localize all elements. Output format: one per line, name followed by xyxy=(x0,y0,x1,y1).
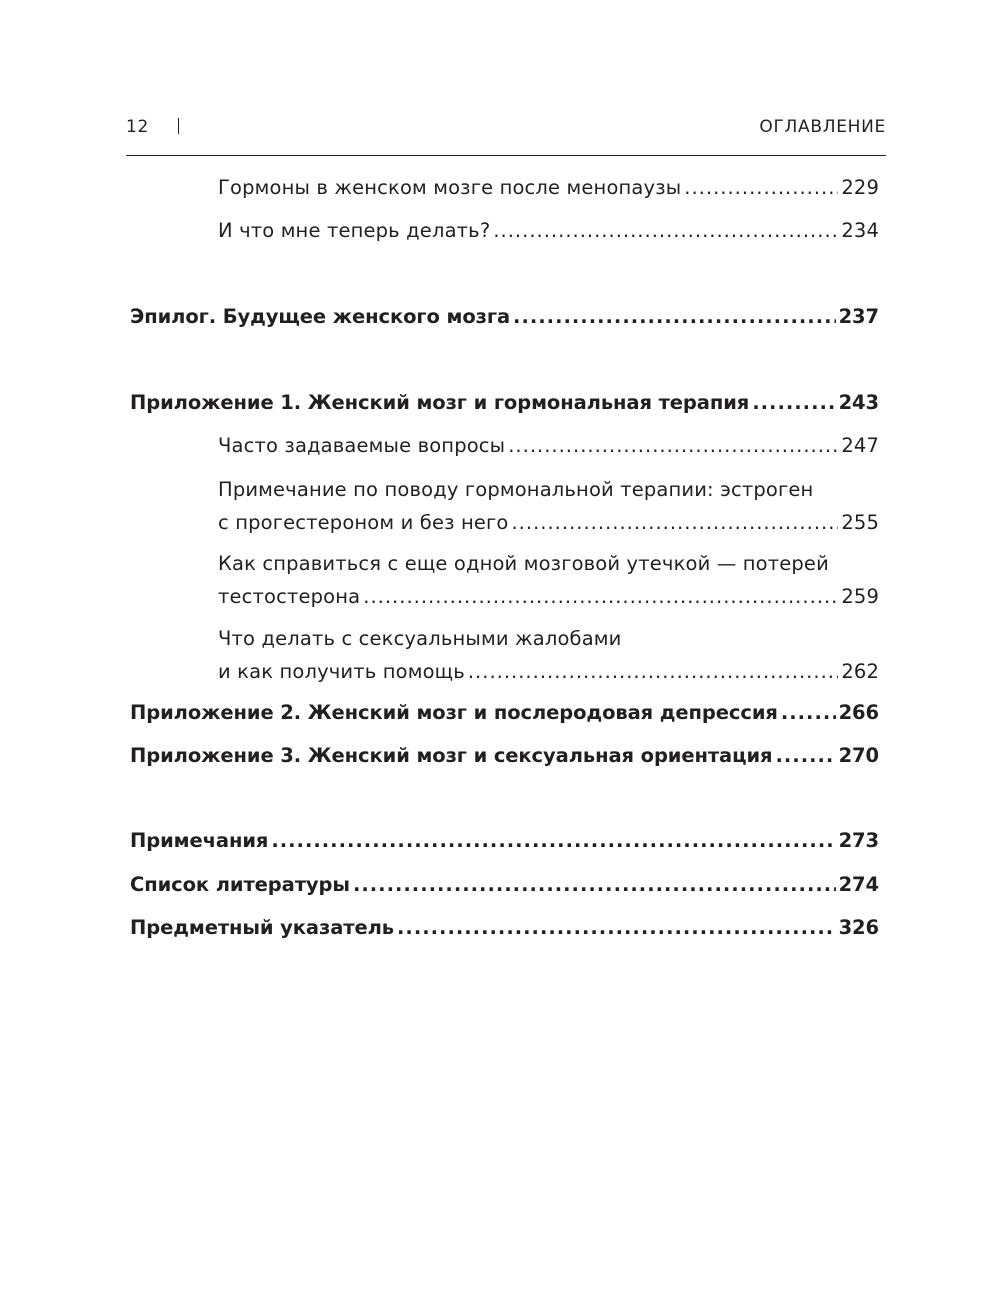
header-separator xyxy=(178,118,179,134)
toc-entry-title: Предметный указатель xyxy=(130,916,395,939)
running-title: ОГЛАВЛЕНИЕ xyxy=(759,117,886,137)
toc-entry[interactable] xyxy=(130,868,879,901)
leader-dots xyxy=(493,214,838,247)
toc-entry[interactable] xyxy=(130,300,879,333)
toc-entry-page: 247 xyxy=(841,434,879,457)
toc-entry-page: 234 xyxy=(841,219,879,242)
toc-entry[interactable] xyxy=(130,911,879,944)
toc-entry-title: И что мне теперь делать? xyxy=(218,219,491,242)
toc-entry[interactable] xyxy=(130,386,879,419)
toc-entry-title: Приложение 3. Женский мозг и сексуальная ориентация xyxy=(130,744,773,767)
toc-entry-title: тестостерона xyxy=(218,585,361,608)
leader-dots xyxy=(752,386,835,419)
toc-entry[interactable] xyxy=(130,739,879,772)
leader-dots xyxy=(775,739,835,772)
toc-entry-title: Приложение 2. Женский мозг и послеродовая депрессия xyxy=(130,701,778,724)
toc-entry[interactable] xyxy=(130,696,879,729)
toc-entry-title: Приложение 1. Женский мозг и гормональная терапия xyxy=(130,391,750,414)
toc-entry-title-line1: Примечание по поводу гормональной терапии: эстроген xyxy=(218,478,814,501)
toc-entry[interactable] xyxy=(218,473,879,539)
toc-entry-page: 243 xyxy=(838,391,879,414)
toc-entry-title: Список литературы xyxy=(130,873,350,896)
toc-entry-page: 270 xyxy=(838,744,879,767)
leader-dots xyxy=(508,429,838,462)
leader-dots xyxy=(781,696,836,729)
page-number: 12 xyxy=(126,117,150,137)
leader-dots xyxy=(468,655,838,688)
toc-entry[interactable] xyxy=(218,622,879,688)
leader-dots xyxy=(684,171,838,204)
toc-entry-title: и как получить помощь xyxy=(218,660,465,683)
toc-entry-page: 274 xyxy=(838,873,879,896)
header-rule xyxy=(126,155,886,156)
toc-entry-title-line1: Как справиться с еще одной мозговой утечкой — потерей xyxy=(218,552,829,575)
toc-entry-page: 326 xyxy=(838,916,879,939)
leader-dots xyxy=(271,824,835,857)
toc-entry-page: 262 xyxy=(841,660,879,683)
toc-entry-title: с прогестероном и без него xyxy=(218,511,509,534)
leader-dots xyxy=(353,868,836,901)
leader-dots xyxy=(511,506,838,539)
toc-entry-title: Часто задаваемые вопросы xyxy=(218,434,506,457)
toc-entry-page: 255 xyxy=(841,511,879,534)
running-header xyxy=(126,112,886,144)
toc-entry[interactable] xyxy=(218,429,879,462)
toc-entry-page: 229 xyxy=(841,176,879,199)
toc-entry-title: Эпилог. Будущее женского мозга xyxy=(130,305,511,328)
toc-entry[interactable] xyxy=(130,824,879,857)
toc-entry-title: Гормоны в женском мозге после менопаузы xyxy=(218,176,682,199)
leader-dots xyxy=(513,300,836,333)
toc-entry-page: 273 xyxy=(838,829,879,852)
toc-entry-title-line1: Что делать с сексуальными жалобами xyxy=(218,627,622,650)
toc-entry-page: 237 xyxy=(838,305,879,328)
toc-entry-page: 266 xyxy=(838,701,879,724)
toc-entry-page: 259 xyxy=(841,585,879,608)
toc-entry[interactable] xyxy=(218,547,879,613)
toc-entry[interactable] xyxy=(218,171,879,204)
leader-dots xyxy=(363,580,838,613)
leader-dots xyxy=(397,911,836,944)
toc-entry-title: Примечания xyxy=(130,829,269,852)
toc-entry[interactable] xyxy=(218,214,879,247)
